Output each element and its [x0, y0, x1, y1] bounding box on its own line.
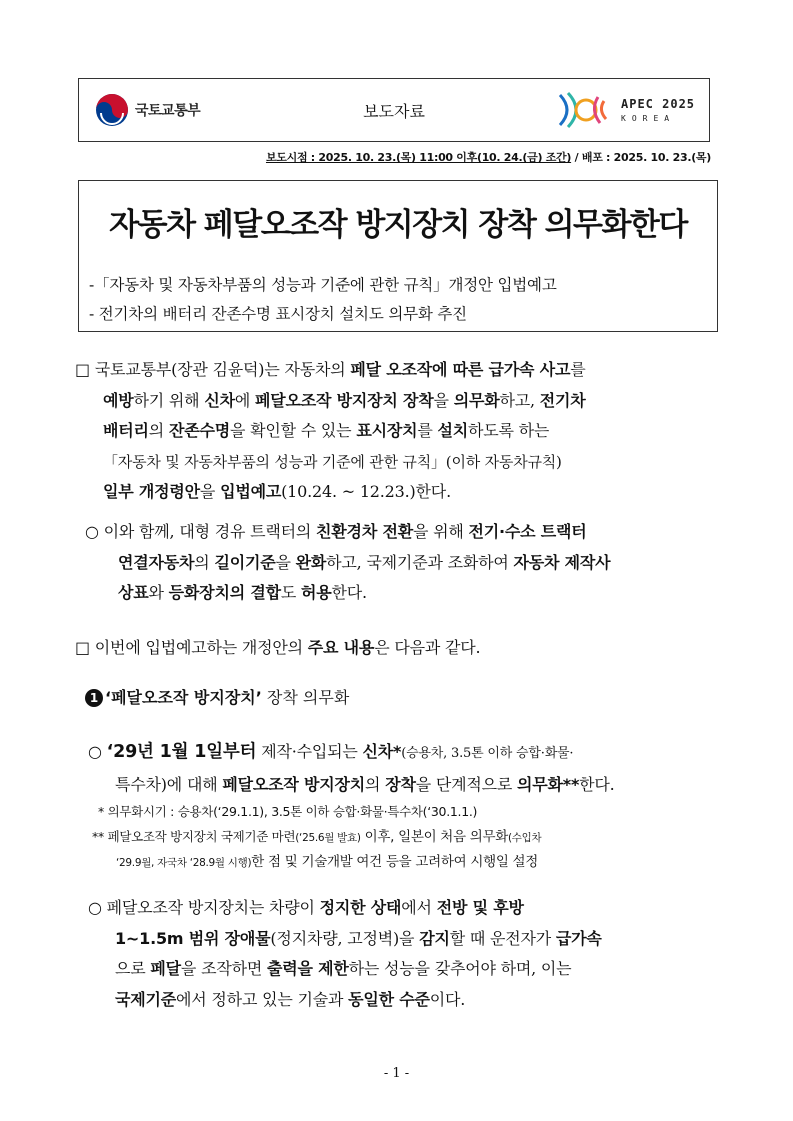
paragraph-2	[85, 517, 721, 609]
bold-text: 1~1.5m 범위 장애물	[115, 928, 271, 948]
bold-text: 정지한 상태	[319, 898, 402, 917]
paragraph-4	[88, 737, 720, 800]
bold-text: 주요 내용	[307, 638, 375, 657]
paragraph-5	[88, 893, 720, 1015]
bold-text: 감지	[419, 928, 450, 948]
footnote-1: * 의무화시기 : 승용차(‘29.1.1), 3.5톤 이하 승합·화물·특수차(‘30.1.1.)	[98, 804, 478, 819]
text: □ 이번에 입법예고하는 개정안의	[75, 638, 308, 657]
bold-text: 전기·수소 트랙터	[468, 522, 587, 541]
text: □ 국토교통부(장관 김윤덕)는 자동차의	[75, 360, 351, 379]
bold-text: 신차*	[362, 742, 402, 761]
bold-text: 길이기준	[214, 552, 276, 572]
text: 이후, 일본이 처음 의무화	[360, 828, 508, 845]
apec-logo-icon	[554, 89, 614, 131]
section-number-badge: 1	[85, 689, 103, 707]
bold-text: 국제기준	[115, 989, 177, 1009]
bold-text: 페달	[150, 959, 181, 978]
bold-text: 일부 개정령안	[103, 482, 200, 501]
text: ○ 페달오조작 방지장치는 차량이	[88, 898, 320, 917]
text: 에	[234, 390, 255, 410]
bold-text: 배터리	[103, 421, 149, 440]
text: ○ 이와 함께, 대형 경유 트랙터의	[85, 522, 317, 541]
bold-text: 의무화	[453, 390, 500, 410]
bold-text: 페달오조작 방지장치 장착	[254, 390, 434, 410]
footnotes	[92, 800, 722, 876]
page-title: 자동차 페달오조작 방지장치 장착 의무화한다	[109, 207, 687, 243]
text: 의	[365, 774, 386, 794]
subtitle-2: - 전기차의 배터리 잔존수명 표시장치 설치도 의무화 추진	[89, 305, 467, 323]
text: 장착 의무화	[261, 688, 350, 707]
text: 을 단계적으로	[415, 774, 518, 794]
text: (승용차, 3.5톤 이하 승합·화물·	[401, 746, 574, 761]
text: 의	[194, 552, 215, 572]
text: 한다.	[331, 583, 367, 602]
text: 하기 위해	[133, 390, 205, 410]
bold-text: 상표	[118, 583, 149, 602]
text: 와	[148, 583, 169, 602]
bold-text: 허용	[301, 583, 332, 602]
text: 을	[433, 390, 454, 410]
paragraph-1	[75, 355, 720, 508]
text: 에서	[401, 898, 437, 917]
text: 를	[417, 421, 438, 440]
section-heading-1	[85, 685, 349, 708]
footnote-2: ** 페달오조작 방지장치 국제기준 마련	[92, 828, 296, 844]
text: 할 때 운전자가	[449, 928, 556, 948]
text: 제작·수입되는	[256, 742, 363, 761]
press-release-label: 보도자료	[363, 102, 425, 121]
text: 를	[570, 360, 586, 379]
title-box	[78, 180, 718, 332]
text: ‘29.9월, 자국차 ‘28.9월 시행)	[116, 857, 252, 869]
apec-subtitle: KOREA	[621, 114, 676, 123]
text: (‘25.6월 발효)	[295, 831, 361, 844]
bold-text: 설치	[437, 421, 469, 440]
text: 하고, 국제기준과 조화하여	[326, 552, 514, 572]
bold-text: 입법예고	[220, 482, 282, 501]
text: 하고,	[499, 390, 540, 410]
text: 「자동차 및 자동차부품의 성능과 기준에 관한 규칙」(이하 자동차규칙)	[103, 452, 562, 471]
bold-text: 출력을 제한	[266, 959, 349, 978]
bold-text: ‘페달오조작 방지장치’	[105, 688, 262, 707]
text: (수입차	[508, 831, 542, 844]
subtitle-1: -「자동차 및 자동차부품의 성능과 기준에 관한 규칙」개정안 입법예고	[89, 276, 557, 294]
text: (10.24. ~ 12.23.)한다.	[281, 482, 451, 501]
bold-text: 완화	[295, 552, 327, 572]
text: 한 점 및 기술개발 여건 등을 고려하여 시행일 설정	[251, 854, 539, 870]
release-time: 보도시점 : 2025. 10. 23.(목) 11:00 이후(10. 24.(금) 조간)	[265, 151, 572, 164]
bold-text: 신차	[204, 390, 235, 410]
bold-text: 급가속	[555, 928, 602, 948]
ministry-name: 국토교통부	[135, 103, 201, 119]
bold-text: 의무화**	[517, 774, 580, 794]
text: 을	[275, 552, 296, 572]
text: 하는 성능을 갖추어야 하며, 이는	[348, 959, 572, 978]
page-number: - 1 -	[383, 1066, 410, 1081]
text: 에서 정하고 있는 기술과	[176, 989, 349, 1009]
bold-text: ‘29년 1월 1일부터	[106, 742, 257, 762]
text: 을 확인할 수 있는	[229, 421, 357, 440]
bold-text: 동일한 수준	[348, 989, 430, 1009]
text: 이다.	[429, 989, 466, 1009]
bold-text: 페달오조작 방지장치	[222, 774, 366, 794]
bold-text: 자동차 제작사	[513, 552, 611, 572]
text: 한다.	[579, 774, 615, 794]
bold-text: 전방 및 후방	[436, 898, 524, 917]
text: 도	[280, 583, 301, 602]
text: 특수차)에 대해	[115, 774, 223, 794]
text: 을 조작하면	[180, 959, 267, 978]
apec-title: APEC 2025	[621, 97, 696, 111]
text: 하도록 하는	[468, 421, 550, 440]
text: 을	[199, 482, 221, 501]
bold-text: 페달 오조작에 따른 급가속 사고	[350, 360, 571, 379]
bold-text: 친환경차 전환	[316, 522, 413, 541]
text: 은 다음과 같다.	[374, 638, 481, 657]
text: ○	[88, 742, 107, 761]
text: 으로	[115, 959, 151, 978]
bold-text: 연결자동차	[118, 552, 195, 572]
bold-text: 등화장치의 결합	[168, 583, 281, 602]
bold-text: 예방	[103, 390, 134, 410]
embargo-line	[266, 149, 711, 165]
paragraph-3	[75, 633, 720, 664]
bold-text: 장착	[385, 774, 416, 794]
distribution-date: / 배포 : 2025. 10. 23.(목)	[571, 151, 711, 164]
press-header	[78, 78, 710, 142]
bold-text: 표시장치	[356, 421, 418, 440]
bold-text: 전기차	[539, 390, 586, 410]
text: 의	[148, 421, 169, 440]
text: (정지차량, 고정벽)을	[270, 928, 420, 948]
bold-text: 잔존수명	[168, 421, 230, 440]
text: 을 위해	[412, 522, 469, 541]
